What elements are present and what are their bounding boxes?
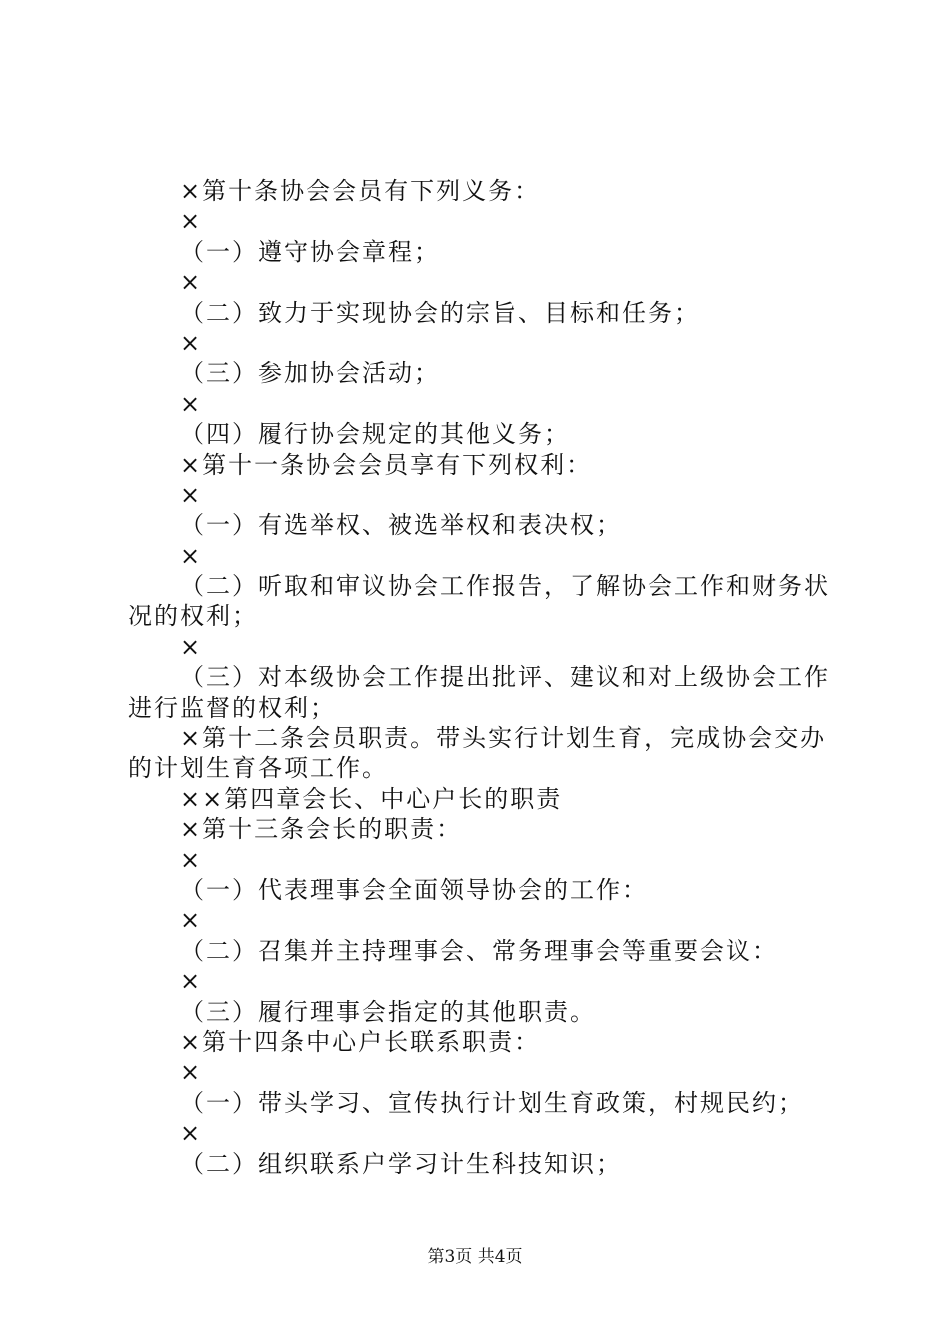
text-line: ××第四章会长、中心户长的职责 bbox=[180, 784, 563, 813]
text-line: × bbox=[180, 541, 203, 570]
text-line: ×第十四条中心户长联系职责： bbox=[180, 1027, 541, 1056]
text-line: ×第十二条会员职责。带头实行计划生育，完成协会交办 bbox=[180, 724, 827, 753]
text-line: ×第十三条会长的职责： bbox=[180, 815, 463, 844]
text-line: × bbox=[180, 268, 203, 297]
text-line: × bbox=[180, 328, 203, 357]
text-line: × bbox=[180, 906, 203, 935]
text-line: × bbox=[180, 967, 203, 996]
text-line: 况的权利； bbox=[128, 602, 258, 631]
text-line: × bbox=[180, 632, 203, 661]
text-line: × bbox=[180, 480, 203, 509]
text-line: 的计划生育各项工作。 bbox=[128, 754, 388, 783]
text-line: （一）遵守协会章程； bbox=[180, 237, 440, 266]
text-line: ×第十条协会会员有下列义务： bbox=[180, 177, 541, 205]
text-line: （一）代表理事会全面领导协会的工作： bbox=[180, 875, 648, 904]
text-line: （二）听取和审议协会工作报告，了解协会工作和财务状 bbox=[180, 572, 830, 601]
text-line: （三）对本级协会工作提出批评、建议和对上级协会工作 bbox=[180, 663, 830, 692]
text-line: × bbox=[180, 207, 203, 236]
text-line: （二）组织联系户学习计生科技知识； bbox=[180, 1149, 622, 1178]
text-line: （一）带头学习、宣传执行计划生育政策，村规民约； bbox=[180, 1088, 804, 1117]
text-line: （二）召集并主持理事会、常务理事会等重要会议： bbox=[180, 936, 778, 965]
text-line: （三）参加协会活动； bbox=[180, 359, 440, 388]
text-line: （三）履行理事会指定的其他职责。 bbox=[180, 997, 596, 1026]
text-line: × bbox=[180, 845, 203, 874]
text-line: （四）履行协会规定的其他义务； bbox=[180, 420, 570, 449]
text-line: × bbox=[180, 389, 203, 418]
page-number: 第3页 共4页 bbox=[427, 1247, 523, 1267]
text-line: （二）致力于实现协会的宗旨、目标和任务； bbox=[180, 298, 700, 327]
text-line: × bbox=[180, 1119, 203, 1148]
text-line: （一）有选举权、被选举权和表决权； bbox=[180, 511, 622, 540]
text-line: ×第十一条协会会员享有下列权利： bbox=[180, 450, 593, 479]
text-line: 进行监督的权利； bbox=[128, 693, 336, 722]
text-line: × bbox=[180, 1058, 203, 1087]
document-body bbox=[128, 176, 836, 1179]
